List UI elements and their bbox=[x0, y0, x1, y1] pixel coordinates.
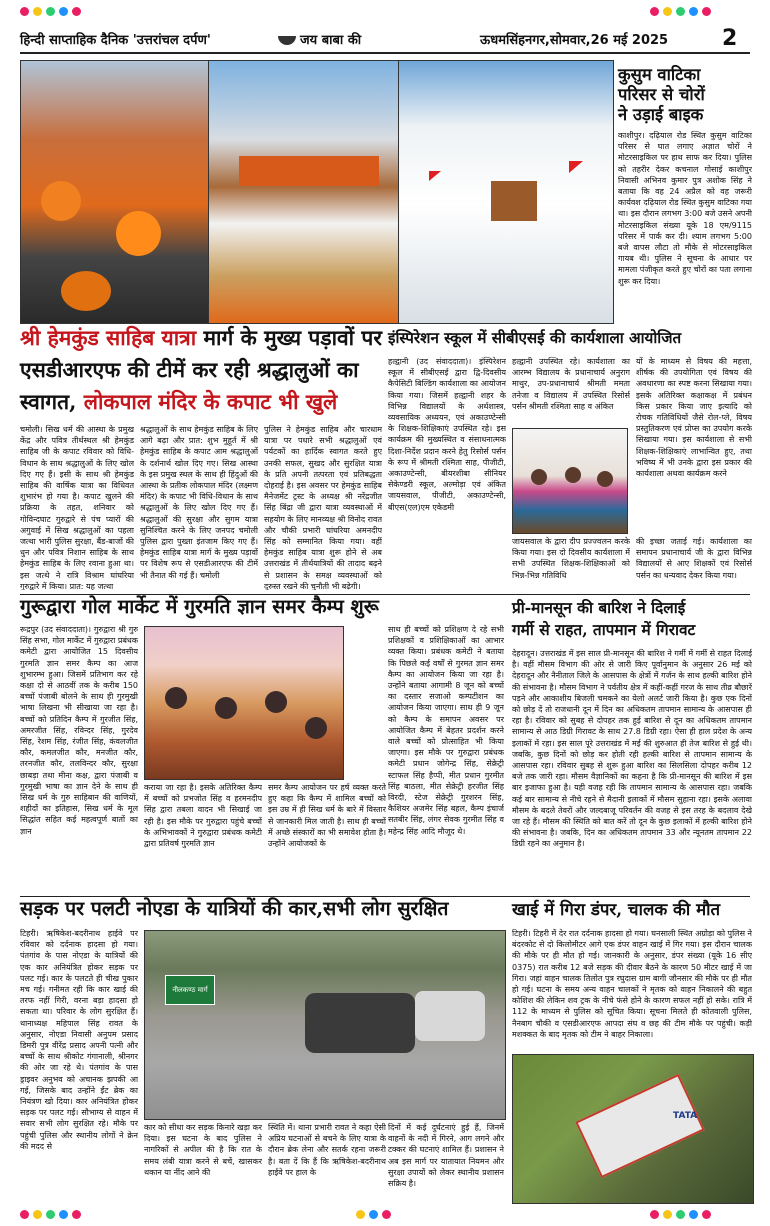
dumper-body: टिहरी। टिहरी में देर रात दर्दनाक हादसा हो गया। घनसाली स्थित अग्रोड़ा को पुलिस ने बंदरकोट से दो किलोमीटर आगे एक डंपर वाहन खाई में गिर गया। इस दौरान चालक की मौके पर ही मौत हो गई। जानकारी के अनुसार, डंपर संख्या (यूके 16 सीए 0375) रात करीब 12 बजे सड़क की दीवार बैठने के कारण 50 मीटर खाई में जा गिरा। जहां वाहन चालक तिलोत पुत्र रघुदास ग्राम बागी जौनसार की मौके पर ही मौत हो गई। घटना के समय अन्य वाहन चालकों ने मृतक को वाहन निकालने की बहुत कोशिश की लेकिन शव ट्रक के नीचे फंसे होने के कारण सफल नहीं हो सके। रात्रि में 112 के माध्यम से पुलिस को सूचित किया। सूचना मिलते ही कोतवाली पुलिस, नैनबाग चौकी व एसडीआरएफ आपदा संघ व छह की टीम मौके पर पहुंची। कड़ी मशक्कत के बाद मृतक को टीम ने बाहर निकाला। bbox=[512, 929, 752, 1039]
noida-col-4: दिनों में कई दुर्घटनाएं हुई हैं, जिनमें वाहनों के नदी में गिरने, आग लगने और टक्कर की घटनाएं शामिल हैं। प्रशासन ने अब इस मार्ग पर यातायात नियमन और सुरक्षा उपायों को लेकर स्थानीय प्रशासन सक्रिय है। bbox=[388, 1123, 504, 1189]
hemkund-headline-1 bbox=[20, 326, 382, 350]
photo-hemkund-crowd bbox=[20, 60, 210, 324]
premonsoon-body: देहरादून। उत्तराखंड में इस साल प्री-मानसून की बारिश ने गर्मी में गर्मी से राहत दिलाई है। वहीं मौसम विभाग की ओर से जारी किए पूर्वानुमान के अनुसार 26 मई को देहरादून और नैनीताल जिले के आसपास के क्षेत्रों में गर्जन के साथ हल्की बारिश होने की संभावना है। मौसम विभाग ने पर्वतीय क्षेत्र में कहीं-कहीं गरज के साथ तीव्र बौछारें पड़ने और आकाशीय बिजली चमकने का येलो अलर्ट जारी किया है। कुछ एक दिनों को छोड़ दें तो राजधानी दून में दिन का अधिकतम तापमान सामान्य के आसपास ही रहा है। रविवार को सुबह से दोपहर तक हुई बारिश से दून का अधिकतम तापमान सामान्य से आठ डिग्री गिरावट के साथ 27.8 डिग्री रहा। ऐसा ही हाल प्रदेश के अन्य इलाकों में रहा। इस साल पूरे उत्तराखंड में मई की शुरुआत ही तेज बारिश से हुई थी। जबकि, कुछ दिनों को छोड़ कर होती रही हल्की बारिश से तापमान सामान्य के आसपास रहा। रविवार सुबह से शुरू हुआ बारिश का सिलसिला दोपहर करीब 12 बजे तक जारी रहा। मौसम वैज्ञानिकों का कहना है कि प्री-मानसून की बारिश में इस बार इजाफा हुआ है। यही वजह रही कि तापमान सामान्य के आसपास रहा। जबकि कई बार सामान्य से नीचे रहने से मैदानी इलाकों में मौसम सुहाना रहा। इसके अलावा मौसम के बदले तेवरों और जल्दबाजू परिवर्तन की वजह से इस तरह के बदलाव देखे जा रहे हैं। मौसम की स्थिति को बात करें तो दून के कुछ इलाकों में हल्की बारिश होने की संभावना है। जबकि, दिन का अधिकतम तापमान 33 और न्यूनतम तापमान 22 डिग्री रहने का अनुमान है। bbox=[512, 649, 752, 849]
theft-headline-3: ने उड़ाई बाइक bbox=[618, 105, 704, 124]
premonsoon-headline-1: प्री-मानसून की बारिश ने दिलाई bbox=[512, 599, 686, 617]
masthead-center-text: जय बाबा की bbox=[300, 33, 362, 48]
bottom-right-dots bbox=[650, 1210, 711, 1219]
hemkund-headline-2: एसडीआरएफ की टीमें कर रही श्रद्धालुओं का bbox=[20, 357, 359, 382]
masthead-date: ऊधमसिंहनगर,सोमवार,26 मई 2025 bbox=[480, 33, 669, 48]
diya-icon bbox=[278, 36, 296, 45]
hemkund-headline-3b: लोकपाल मंदिर के कपाट भी खुले bbox=[83, 389, 338, 414]
inspiration-col-1: हल्द्वानी (उद संवाददाता)। इंस्पिरेशन स्कूल में सीबीएसई द्वारा द्वि-दिवसीय कैपेसिटी बिल्डिंग कार्यशाला का आयोजन किया गया। जिसमें हल्द्वानी शहर के विभिन्न विद्यालयों के अर्थशास्त्र, व्यवसायिक अध्ययन, एवं अकाउण्टेन्सी के शिक्षक-शिक्षिकाएं उपस्थित रहे। इस कार्यक्रम की मुख्यस्थित व संसाधनात्मक दिशा-निर्देश प्रदान करने हेतु रिसोर्स पर्सन के रूप में श्रीमती रश्मिता साह, पीजीटी, अकाउण्टेन्सी, बीयरशीबा सीनियर सेकेण्डरी स्कूल, अल्मोड़ा एवं अंकित जायसवाल, पीजीटी, अकाउण्टेन्सी, बीएस(एल)एम एकेडमी bbox=[388, 357, 506, 512]
noida-col-1: टिहरी। ऋषिकेश-बदरीनाथ हाईवे पर रविवार को दर्दनाक हादसा हो गया। पंतगांव के पास नोएडा के यात्रियों की एक कार अनियंत्रित होकर सड़क पर पलट गई। कार के पलटते ही चीख पुकार मच गई। गनीमत रही कि कार खाई की तरफ नहीं गिरी, वरना बड़ा हादसा हो सकता था। परिवार के लोग सुरक्षित हैं। थानाध्यक्ष महिपाल सिंह रावत के अनुसार, नोएडा निवासी अनुपम प्रसाद डिमरी पुत्र वीरेंद्र प्रसाद अपनी पत्नी और बच्चों के साथ श्रीकोट गंगानाली, श्रीनगर की ओर जा रहे थे। पंतगांव के पास ड्राइवर अनुभव को अचानक झपकी आ गई, जिसके बाद उन्होंने ईंट ब्रेक का नियंत्रण खो दिया। कार अनियंत्रित होकर सड़क पर पलट गई। सौभाग्य से वाहन में सवार सभी लोग सुरक्षित रहे। मौके पर पहुंची पुलिस और स्थानीय लोगों ने क्रेन की मदद से bbox=[20, 929, 138, 1151]
hemkund-col-3: पुलिस ने हेमकुंड साहिब और चारधाम यात्रा पर पधारे सभी श्रद्धालुओं एवं पर्यटकों का हार्दिक स्वागत करते हुए उनकी सफल, सुखद और सुरक्षित यात्रा के प्रति अपनी तत्परता एवं प्रतिबद्धता दोहराई है। इस अवसर पर हेमकुंड साहिब मैनेजमेंट ट्रस्ट के अध्यक्ष श्री नरेंद्रजीत सिंह बिंद्रा जी द्वारा यात्रा व्यवस्थाओं में सहयोग के लिए मानव्यक्ष श्री विनोद रावत और चौकी प्रभारी घांघरिया अमनदीप सिंह को सम्मानित किया गया। वहीं हेमकुंड साहिब यात्रा शुरू होने से अब उत्तराखंड में तीर्थयात्रियों की तादाद बढ़ने से प्रशासन के समक्ष व्यवस्थाओं को दुरुस्त रखने की चुनौती भी बढ़ेगी। bbox=[264, 425, 382, 590]
theft-headline-2: परिसर से चोरों bbox=[618, 85, 705, 104]
gurmat-col-2: कराया जा रहा है। इसके अतिरिक्त कैम्प में बच्चों को प्रभजोत सिंह व हरमनदीप सिंह द्वारा तबला वादन भी सिखाई जा रही है। इस मौके पर गुरुद्वारा पहुंचे बच्चों के अभिभावकों ने गुरुद्वारा प्रबंधक कमेटी द्वारा प्रतिवर्ष गुरमति ज्ञान bbox=[144, 783, 262, 849]
dumper-headline: खाई में गिरा डंपर, चालक की मौत bbox=[512, 899, 721, 919]
gurmat-col-1: रूद्रपुर (उद संवाददाता)। गुरुद्वारा श्री गुरु सिंह सभा, गोल मार्केट में गुरुद्वारा प्रबंधक कमेटी द्वारा आयोजित 15 दिवसीय गुरमति ज्ञान समर कैम्प का आज शुभारम्भ हुआ। जिसमें प्रतिभाग कर रहे कक्षा दो से आठवीं तक के करीब 150 बच्चों पंजाबी बोलने के साथ ही गुरमुखी भाषा लिखना भी सीखाया जा रहा है। बच्चों को प्रतिदिन कैम्प में गुरजीत सिंह, अमरजीत सिंह, रविन्दर सिंह, गुरदेव सिंह, रेशम सिंह, रंजीत सिंह, कंवलजीत कौर, कमलजीत कौर, मनजीत कौर, तरनजीत कौर, तलविन्दर कौर, सुरक्षा छाबड़ा तथा मीना कक्ष, द्वारा पंजाबी व गुरमुखी भाषा का ज्ञान देने के साथ ही सिख धर्म के गुरु साहिबान की वाणियों, शहीदों का इतिहास, सिख धर्म के मूल सिद्धांत सहित कई महत्वपूर्ण बातों का ज्ञान bbox=[20, 625, 138, 836]
page-number: 2 bbox=[722, 26, 738, 51]
photo-car-accident bbox=[144, 930, 506, 1120]
masthead-center bbox=[278, 30, 361, 48]
hemkund-col-2: श्रद्धालुओं के साथ हेमकुंड साहिब के लिए आगे बढ़ा और प्रात: शुभ मुहूर्त में श्री हेमकुंड साहिब के कपाट आम श्रद्धालुओं के दर्शनार्थ खोल दिए गए। सिख आस्था के इस प्रमुख स्थल के साथ ही हिंदुओं की आस्था के प्रतीक लोकपाल मंदिर (लक्ष्मण मंदिर) के कपाट भी विधि-विधान के साथ श्रद्धालुओं के लिए खोल दिए गए हैं। श्रद्धालुओं की सुरक्षा और सुगम यात्रा सुनिश्चित करने के लिए जनपद चमोली पुलिस द्वारा पुख्ता इंतजाम किए गए हैं। हेमकुंड साहिब यात्रा मार्ग के मुख्य पड़ावों पर विशेष रूप से एसडीआरएफ की टीमें भी तैनात की गई हैं। चमोली bbox=[140, 425, 258, 580]
photo-summer-camp bbox=[144, 626, 344, 780]
hemkund-headline-3a: स्वागत, bbox=[20, 389, 84, 414]
noida-col-3: स्थिति में। थाना प्रभारी रावत ने कहा ऐसी अप्रिय घटनाओं से बचने के लिए यात्रा के दौरान ब्रेक लेना और सतर्क रहना जरूरी है। बता दें कि हैं कि ऋषिकेश-बदरीनाथ हाईवे पर हाल के bbox=[268, 1123, 386, 1177]
road-sign: नीलकण्ठ मार्ग bbox=[165, 975, 215, 1005]
hemkund-headline-1b: मार्ग के मुख्य पड़ावों पर bbox=[196, 325, 382, 350]
inspiration-col-2-top: हल्द्वानी उपस्थित रहे। कार्यशाला का आरम्भ विद्यालय के प्रधानाचार्य अनुराग माथुर, उप-प्रधानाचार्य श्रीमती ममता तनेजा व विद्यालय में उपस्थित रिसोर्स पर्सन श्रीमती रश्मिता साह व अंकित bbox=[512, 357, 630, 411]
inspiration-col-3-bottom: की इच्छा जताई गई। कार्यशाला का समापन प्रधानाचार्य जी के द्वारा विभिन्न विद्यालयों से आए शिक्षकों एवं रिसोर्स पर्सन का धन्यवाद देकर किया गया। bbox=[636, 537, 752, 580]
photo-dumper-crash bbox=[512, 1054, 754, 1204]
masthead-left: हिन्दी साप्ताहिक दैनिक 'उत्तरांचल दर्पण' bbox=[20, 33, 211, 48]
noida-headline: सड़क पर पलटी नोएडा के यात्रियों की कार,सभी लोग सुरक्षित bbox=[20, 897, 449, 920]
bottom-left-dots bbox=[20, 1210, 81, 1219]
gurmat-col-4: साथ ही बच्चों को प्रशिक्षण दे रहे सभी प्रशिक्षकों व प्रशिक्षिकाओं का आभार व्यक्त किया। प्रबंधक कमेटी ने बताया कि पिछले कई वर्षों से गुरमत ज्ञान समर कैम्प का आयोजन किया जा रहा है। उन्होंने बताया आगामी 8 जून को बच्चों का दस्तार सजाओ कम्पटीशन का आयोजन किया जाएगा। साथ ही 9 जून को कैम्प के समापन अवसर पर आयोजित कैम्प में बेहतर प्रदर्शन करने वाले बच्चों को प्रोत्साहित भी किया जाएगा। इस मौके पर गुरुद्वारा प्रबंधक कमेटी प्रधान जोगेन्द्र सिंह, सेक्रेट्री स्टाफल सिंह हैप्पी, मीत प्रधान गुरमीत सिंह बाठला, मीत सेक्रेट्री हरजीत सिंह विरदी, स्टेज सेक्रेट्री गुरशरन सिंह, कैशियर अजमेर सिंह बहल, कैम्प इंचार्ज सतबीर सिंह, लंगर सेवक गुरमीत सिंह व महेन्द्र सिंह आदि मौजूद थे। bbox=[388, 625, 504, 836]
hemkund-headline-3 bbox=[20, 390, 337, 414]
photo-gurudwara-snow bbox=[208, 60, 400, 324]
photo-workshop bbox=[512, 428, 628, 534]
inspiration-col-3: यों के माध्यम से विषय की महत्ता, शीर्षक की उपयोगिता एवं विषय की अवधारणा का स्पष्ट करना सिखाया गया। इसके अतिरिक्त कक्षाकक्ष में प्रबंधन किस प्रकार किया जाए इत्यादि को रोचक गतिविधियों जैसे रोल-प्ले, विषय प्रस्तुतिकरण एवं प्रोप्स का उपयोग करके सिखाया गया। इस कार्यशाला से सभी शिक्षक-शिक्षिकाएं लाभान्वित हुए, तथा भविष्य में भी उनके द्वारा इस प्रकार की कार्यशाला अथवा कार्यक्रम करने bbox=[636, 357, 752, 479]
theft-body: काशीपुर। दढ़ियाल रोड स्थित कुसुम वाटिका परिसर से घात लगाए अज्ञात चोरों ने मोटरसाइकिल पर हाथ साफ कर दिया। पुलिस को तहरीर देकर कचनाल गोसाई काशीपुर निवासी अभिनव कुमार पुत्र अशोक सिंह ने बताया कि वह 24 अप्रैल को वह जरूरी कार्यवश दढ़ियाल रोड स्थित कुसुम वाटिका गया था। इस दौरान लगभग 3:00 बजे उसने अपनी मोटरसाइकिल संख्या यूके 18 एम/9115 परिसर में पार्क कर दी। श्याम लगभग 5:00 बजे वापस लौटा तो मौके से मोटरसाइकिल गायब थी। पुलिस ने सूचना के आधार पर मामला पंजीकृत करते हुए चोरों का पता लगाना शुरू कर दिया। bbox=[618, 131, 752, 286]
bottom-center-dots bbox=[356, 1210, 391, 1219]
hemkund-headline-1a: श्री हेमकुंड साहिब यात्रा bbox=[20, 325, 197, 350]
gurmat-headline: गुरूद्वारा गोल मार्केट में गुरमति ज्ञान समर कैम्प शुरू bbox=[20, 595, 379, 618]
gurmat-col-3: समर कैम्प आयोजन पर हर्ष व्यक्त करते हुए कहा कि कैम्प में शामिल बच्चों को इस उम्र में ही सिख धर्म के बारे में विस्तार से जानकारी मिल जाती है। साथ ही बच्चों में अच्छे संस्कारों का भी समावेश होता है। उन्होंने आयोजकों के bbox=[268, 783, 386, 849]
theft-headline-1: कुसुम वाटिका bbox=[618, 65, 701, 84]
premonsoon-headline-2: गर्मी से राहत, तापमान में गिरावट bbox=[512, 621, 696, 639]
top-right-dots bbox=[650, 7, 711, 16]
truck-text: TATA bbox=[673, 1111, 698, 1121]
photo-lokpal-temple bbox=[398, 60, 614, 324]
noida-col-2: कार को सीधा कर सड़क किनारे खड़ा कर दिया। इस घटना के बाद पुलिस ने नागरिकों से अपील की है कि रात के समय लंबी यात्रा करने से बचें, खासकर थकान या नींद आने की bbox=[144, 1123, 262, 1177]
inspiration-col-2-bottom: जायसवाल के द्वारा दीप प्रज्ज्वलन करके किया गया। इस दो दिवसीय कार्यशाला में सभी उपस्थित शिक्षक-शिक्षिकाओं को भिन्न-भिन्न गतिविधि bbox=[512, 537, 630, 580]
masthead-rule bbox=[20, 52, 750, 54]
hemkund-col-1: चमोली। सिख धर्म की आस्था के प्रमुख केंद्र और पवित्र तीर्थस्थल श्री हेमकुंड साहिब जी के कपाट रविवार को विधि-विधान के साथ श्रद्धालुओं के लिए खोल दिए गए हैं। इसी के साथ श्री हेमकुंड साहिब की वार्षिक यात्रा का विधिवत शुभारंभ हो गया है। कपाट खुलने की प्रक्रिया के तहत, शनिवार को गोविन्दघाट गुरुद्वारे से पंच प्यारों की अगुवाई में सिख श्रद्धालुओं का पहला जत्था भारी पुलिस सुरक्षा, बैंड-बाजों की धुन और पवित्र निशान साहिब के साथ हेमकुंड साहिब के लिए रवाना हुआ था। इस जत्थे ने रात्रि विश्राम घांघरिया गुरुद्वारे में किया। प्रात: यह जत्था bbox=[20, 425, 134, 590]
inspiration-headline: इंस्पिरेशन स्कूल में सीबीएसई की कार्यशाला आयोजित bbox=[388, 329, 682, 347]
top-left-dots bbox=[20, 7, 81, 16]
